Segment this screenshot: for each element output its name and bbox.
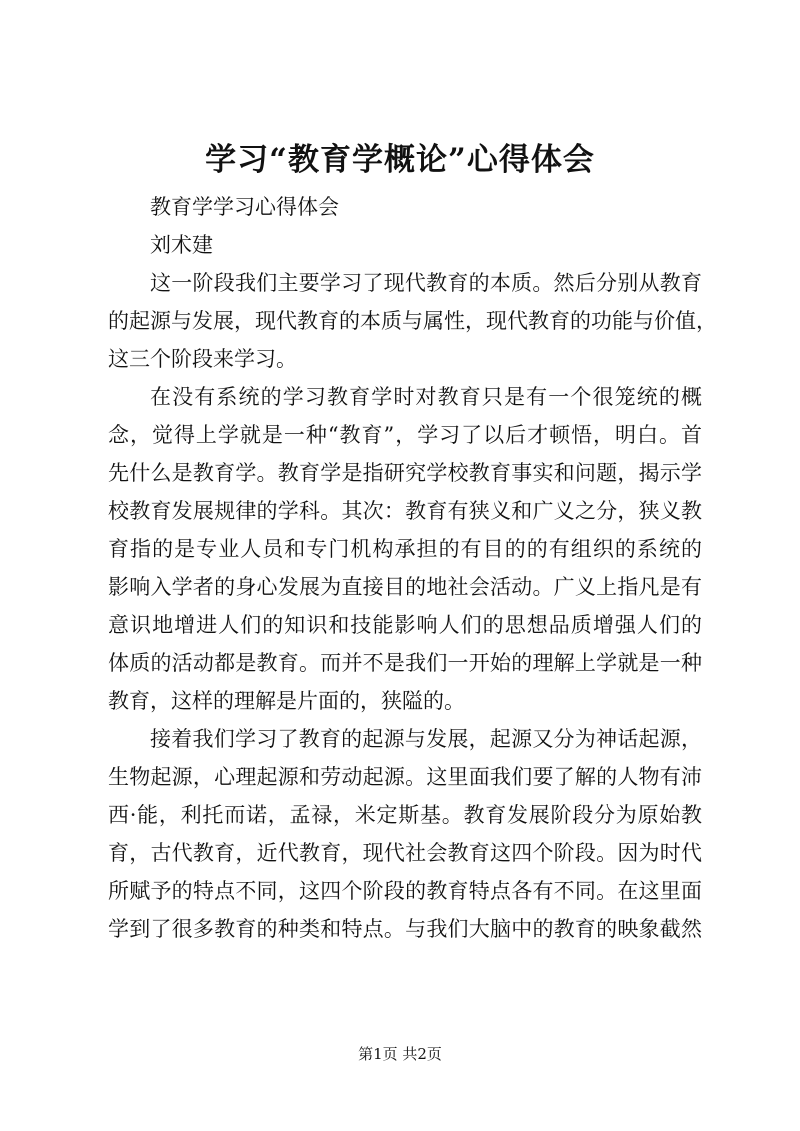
paragraph-1-line-2: 的起源与发展，现代教育的本质与属性，现代教育的功能与价值，: [108, 309, 717, 333]
paragraph-3-line-2: 生物起源，心理起源和劳动起源。这里面我们要了解的人物有沛: [108, 765, 702, 789]
document-body: [108, 188, 717, 948]
subtitle-line: 教育学学习心得体会: [150, 195, 339, 219]
paragraph-1-line-3: 这三个阶段来学习。: [108, 347, 297, 371]
paragraph-3-line-4: 育，古代教育，近代教育，现代社会教育这四个阶段。因为时代: [108, 841, 702, 865]
paragraph-2-line-7: 意识地增进人们的知识和技能影响人们的思想品质增强人们的: [108, 613, 702, 637]
paragraph-2-line-5: 育指的是专业人员和专门机构承担的有目的的有组织的系统的: [108, 537, 702, 561]
page-number-footer: 第1页 共2页: [358, 1045, 442, 1063]
paragraph-2-line-6: 影响入学者的身心发展为直接目的地社会活动。广义上指凡是有: [108, 575, 702, 599]
paragraph-2-line-8: 体质的活动都是教育。而并不是我们一开始的理解上学就是一种: [108, 651, 702, 675]
paragraph-2-line-9: 教育，这样的理解是片面的，狭隘的。: [108, 689, 465, 713]
paragraph-3-line-6: 学到了很多教育的种类和特点。与我们大脑中的教育的映象截然: [108, 917, 702, 941]
paragraph-3-line-1: 接着我们学习了教育的起源与发展，起源又分为神话起源，: [150, 727, 702, 751]
paragraph-2-line-3: 先什么是教育学。教育学是指研究学校教育事实和问题，揭示学: [108, 461, 702, 485]
paragraph-3-line-3: 西·能，利托而诺，孟禄，米定斯基。教育发展阶段分为原始教: [108, 803, 702, 827]
paragraph-3-line-5: 所赋予的特点不同，这四个阶段的教育特点各有不同。在这里面: [108, 879, 702, 903]
paragraph-2-line-1: 在没有系统的学习教育学时对教育只是有一个很笼统的概: [150, 385, 702, 409]
paragraph-2-line-2: 念，觉得上学就是一种“教育”，学习了以后才顿悟，明白。首: [108, 423, 702, 447]
paragraph-1-line-1: 这一阶段我们主要学习了现代教育的本质。然后分别从教育: [150, 271, 702, 295]
paragraph-2-line-4: 校教育发展规律的学科。其次：教育有狭义和广义之分，狭义教: [108, 499, 702, 523]
document-title: 学习“教育学概论”心得体会: [205, 142, 595, 178]
author-line: 刘术建: [150, 233, 213, 257]
